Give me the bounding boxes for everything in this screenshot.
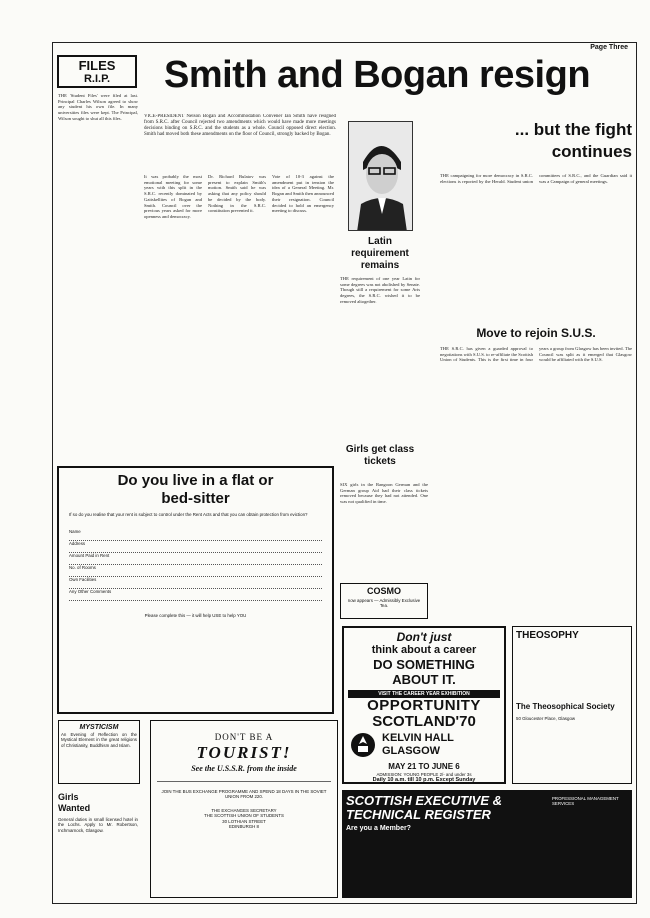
theosophy-address: 50 Gloucester Place, Glasgow [516,716,576,721]
flat-form [69,529,322,601]
tourist-line-2: TOURIST! [196,743,292,762]
tourist-box [150,720,338,898]
thistle-logo-icon [350,732,376,758]
flat-footer: Please complete this — it will help USE to help YOU [144,613,247,619]
mysticism-text: An Evening of Reflection on the Mystical Element in the great religions of Christianity, Buddhism and Islam. [61,732,137,748]
tourist-line-1: DON'T BE A [214,732,274,742]
tourist-line-3: See the U.S.S.R. from the inside [191,764,297,773]
headline-sub-1: ... but the fight [514,120,632,139]
form-comments[interactable]: Any Other Comments [69,589,322,601]
flat-box [57,466,334,714]
girls-wanted-text: General duties in small licensed hotel in the Lochs. Apply to Mr. Robertson, Inchmarnock, Glasgow. [58,817,138,833]
tourist-address-2: THE SCOTTISH UNION OF STUDENTS [204,813,284,819]
mysticism-box [58,720,140,784]
tourist-address-1: THE EXCHANGES SECRETARY [211,807,277,813]
career-venue [344,730,504,762]
page-folio: Page Three [590,44,628,51]
flat-title-2: bed-sitter [161,490,230,507]
tourist-address-4: EDINBURGH 8 [228,824,259,830]
headline: Smith and Bogan resign [164,54,591,96]
latin-title: Latin requirement remains [351,236,409,271]
tourist-divider [157,781,331,782]
form-facilities[interactable]: Own Facilities [69,577,322,589]
career-daily: Daily 10 a.m. till 10 p.m. Except Sunday [372,777,476,784]
headline-sub-2: continues [551,142,632,161]
girls-tickets-text: SIX girls in the Rangoon German and the German group Aid had their class tickets removed because they had not attended. One was not qualified in time. [340,482,428,505]
career-visit: VISIT THE CAREER YEAR EXHIBITION [348,690,500,698]
career-opportunity: OPPORTUNITY [367,697,481,714]
body-col-1: It was probably the most emotional meeting for some years with this split in the S.R.C. recently dominated by Gaitskellites of Bogan and Smith. Council over the previous years asked for more openness and democracy. [144,174,202,219]
cosmo-line: now appears — Admissibly Exclusive Tea. [347,598,421,609]
career-hall-2: GLASGOW [382,745,441,757]
career-dates: MAY 21 TO JUNE 6 [388,762,460,771]
register-title-2: TECHNICAL REGISTER [346,807,491,822]
career-scotland: SCOTLAND'70 [372,713,476,730]
theosophy-society: The Theosophical Society [516,702,615,711]
move-title: Move to rejoin S.U.S. [476,326,596,340]
body-col-2: Dr. Richard Bulatov was present to explain Smith's motion. Smith said he was asking that any policy should be decided by the body. Nothing in the S.R.C. constitution prevented it. [208,174,266,214]
latin-text: THE requirement of one year Latin for some degrees was not abolished by Senate. Though still a requirement for some Arts degrees, the S.R.C. wished it to be removed altogether. [340,276,420,304]
flat-intro: If so do you realise that your rent is subject to control under the Rent Acts and that you can obtain protection from eviction? [69,512,308,517]
files-rip: R.I.P. [83,73,111,85]
body-col-3: Vote of 10-3 against the amendment put in tension the idea of a General Meeting. Mr. Bogan and Smith then announced their resignation. Council decided to hold an emergency meeting to discuss. [272,174,334,214]
career-hall-1: KELVIN HALL [382,732,454,744]
theosophy-box [512,626,632,784]
girls-tickets-title: Girls get class tickets [345,444,415,467]
form-rent[interactable]: Amount Paid in Rent [69,553,322,565]
form-address[interactable]: Address [69,541,322,553]
lead-text: VICE-PRESIDENT Nelson Bogan and Accommodation Convener Ian Smith have resigned from S.R.C. after Council rejected two amendments which would have made more meetings decisions binding on S.R.C. and the students as a whole. Council opposed direct election. Smith had moved both these amendments on the floor of Council, strongly backed by Bogan. [144,114,336,137]
form-rooms[interactable]: No. of Rooms [69,565,322,577]
career-line-3: DO SOMETHING [373,657,475,672]
portrait-photo [348,121,413,231]
move-text: THE S.R.C. has given a guarded approval to negotiations with S.U.S. to re-affiliate the Scottish Union of Students. This is the first time in four years a group from Glasgow has been invited. The Council was split as it emerged that Glasgow would be affiliated with the S.U.S. [440,346,632,363]
files-title: FILES [78,58,116,73]
cosmo-box [340,583,428,619]
girls-wanted-title-1: Girls [58,792,79,802]
register-ad [342,790,632,898]
form-name[interactable]: Name [69,529,322,541]
career-line-2: think about a career [371,644,477,656]
mysticism-title: MYSTICISM [79,724,119,731]
files-text: THE 'Student Files' were filed at last. Principal Charles Wilson agreed to show any student his own file. In many universities files were kept. The Principal, Wilson sought to shut all this files. [58,93,138,121]
cosmo-name: COSMO [366,586,401,596]
register-question: Are you a Member? [346,825,411,832]
girls-wanted-ad [58,792,138,896]
flat-title-1: Do you live in a flat or [117,472,274,489]
career-line-1: Don't just [396,630,452,644]
register-title-1: SCOTTISH EXECUTIVE & [346,793,503,808]
career-ad [342,626,506,784]
portrait-figure [349,122,413,231]
register-side: PROFESSIONAL MANAGEMENT SERVICES [552,796,619,807]
career-admission: ADMISSION: YOUNG PEOPLE 2/- and under 3s [376,772,472,777]
theosophy-title: THEOSOPHY [516,630,579,641]
tourist-address-3: 30 LOTHIAN STREET [222,818,266,824]
tourist-body: JOIN THE BUS EXCHANGE PROGRAMME AND SPEND 18 DAYS IN THE SOVIET UNION FROM 220. [161,789,327,800]
files-box [57,55,137,88]
girls-wanted-title-2: Wanted [58,803,91,813]
body-col-4: THE campaigning for more democracy in S.R.C. elections is reported by the Herald. Student union committees of S.R.C., and the Guardian said it was a Campaign of general meetings. [440,173,632,184]
theosophy-spacer [516,642,628,702]
career-line-4: ABOUT IT. [392,672,456,687]
